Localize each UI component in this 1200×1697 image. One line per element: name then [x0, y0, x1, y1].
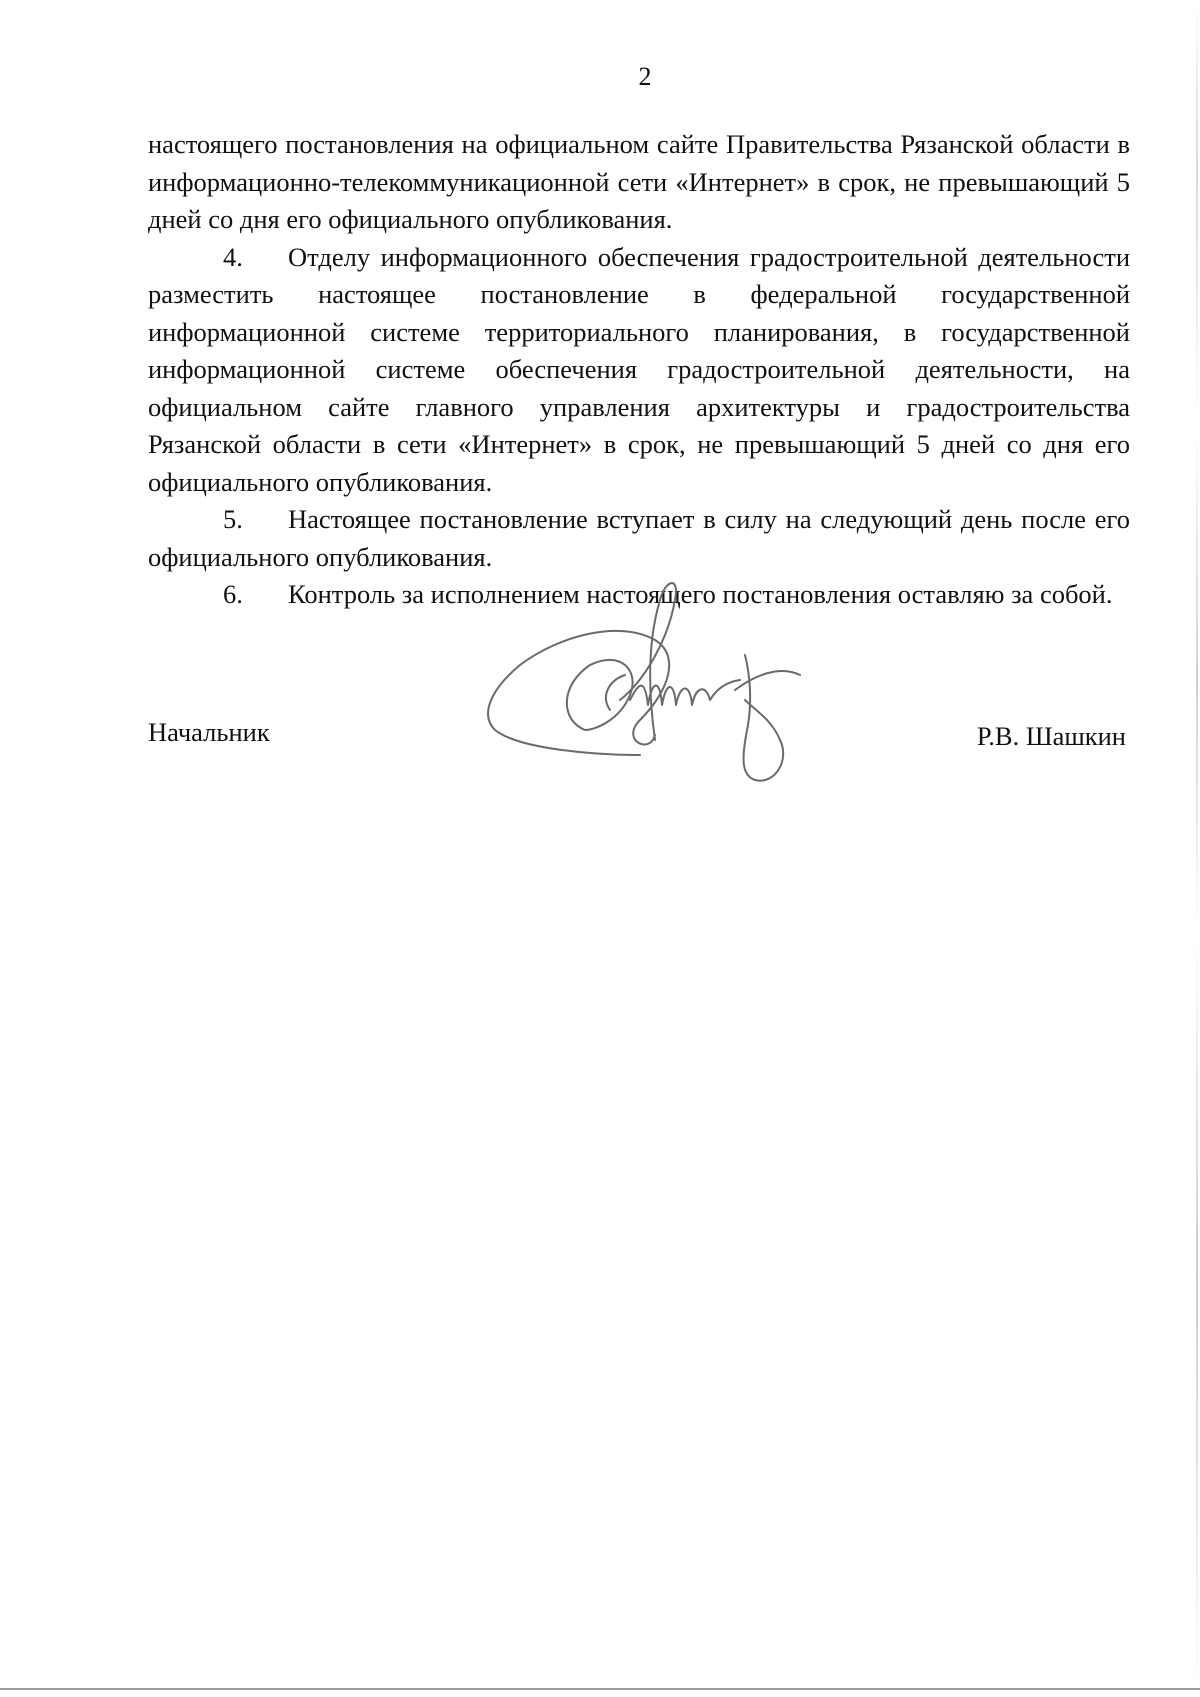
page-number: 2 — [638, 62, 652, 91]
paragraph-text: настоящего постановления на официальном сайте Правительства Рязанской области в информационно-телекоммуникационной сети «Интернет» в срок, не превышающий 5 дней со дня его официального опубликования. — [148, 129, 1130, 234]
paragraph-number: 4. — [223, 241, 243, 272]
paragraph-item-4 — [148, 239, 1130, 502]
paragraph-text: Настоящее постановление вступает в силу на следующий день после его официального опубликования. — [148, 504, 1130, 572]
signatory-title: Начальник — [148, 717, 270, 747]
paragraph-number: 5. — [223, 504, 243, 534]
paragraph-number: 6. — [223, 579, 243, 609]
scan-edge-right — [1196, 0, 1198, 1697]
paragraph-text: Контроль за исполнением настоящего постановления оставляю за собой. — [288, 579, 1113, 609]
paragraph-text: Отделу информационного обеспечения градостроительной деятельности разместить настоящее постановление в федеральной государственной информационной системе территориального планирования, в государственной информационной системе обеспечения градостроительной деятельности, на официальном сайте главного управления архитектуры и градостроительства Рязанской области в сети «Интернет» в срок, не превышающий 5 дней со дня его официального опубликования. — [148, 241, 1130, 497]
document-body — [148, 126, 1130, 614]
paragraph-item-5 — [148, 501, 1130, 576]
handwritten-signature — [480, 580, 860, 850]
scan-edge-bottom — [0, 1688, 1200, 1690]
signatory-name: Р.В. Шашкин — [976, 721, 1126, 751]
paragraph-continuation — [148, 126, 1130, 239]
